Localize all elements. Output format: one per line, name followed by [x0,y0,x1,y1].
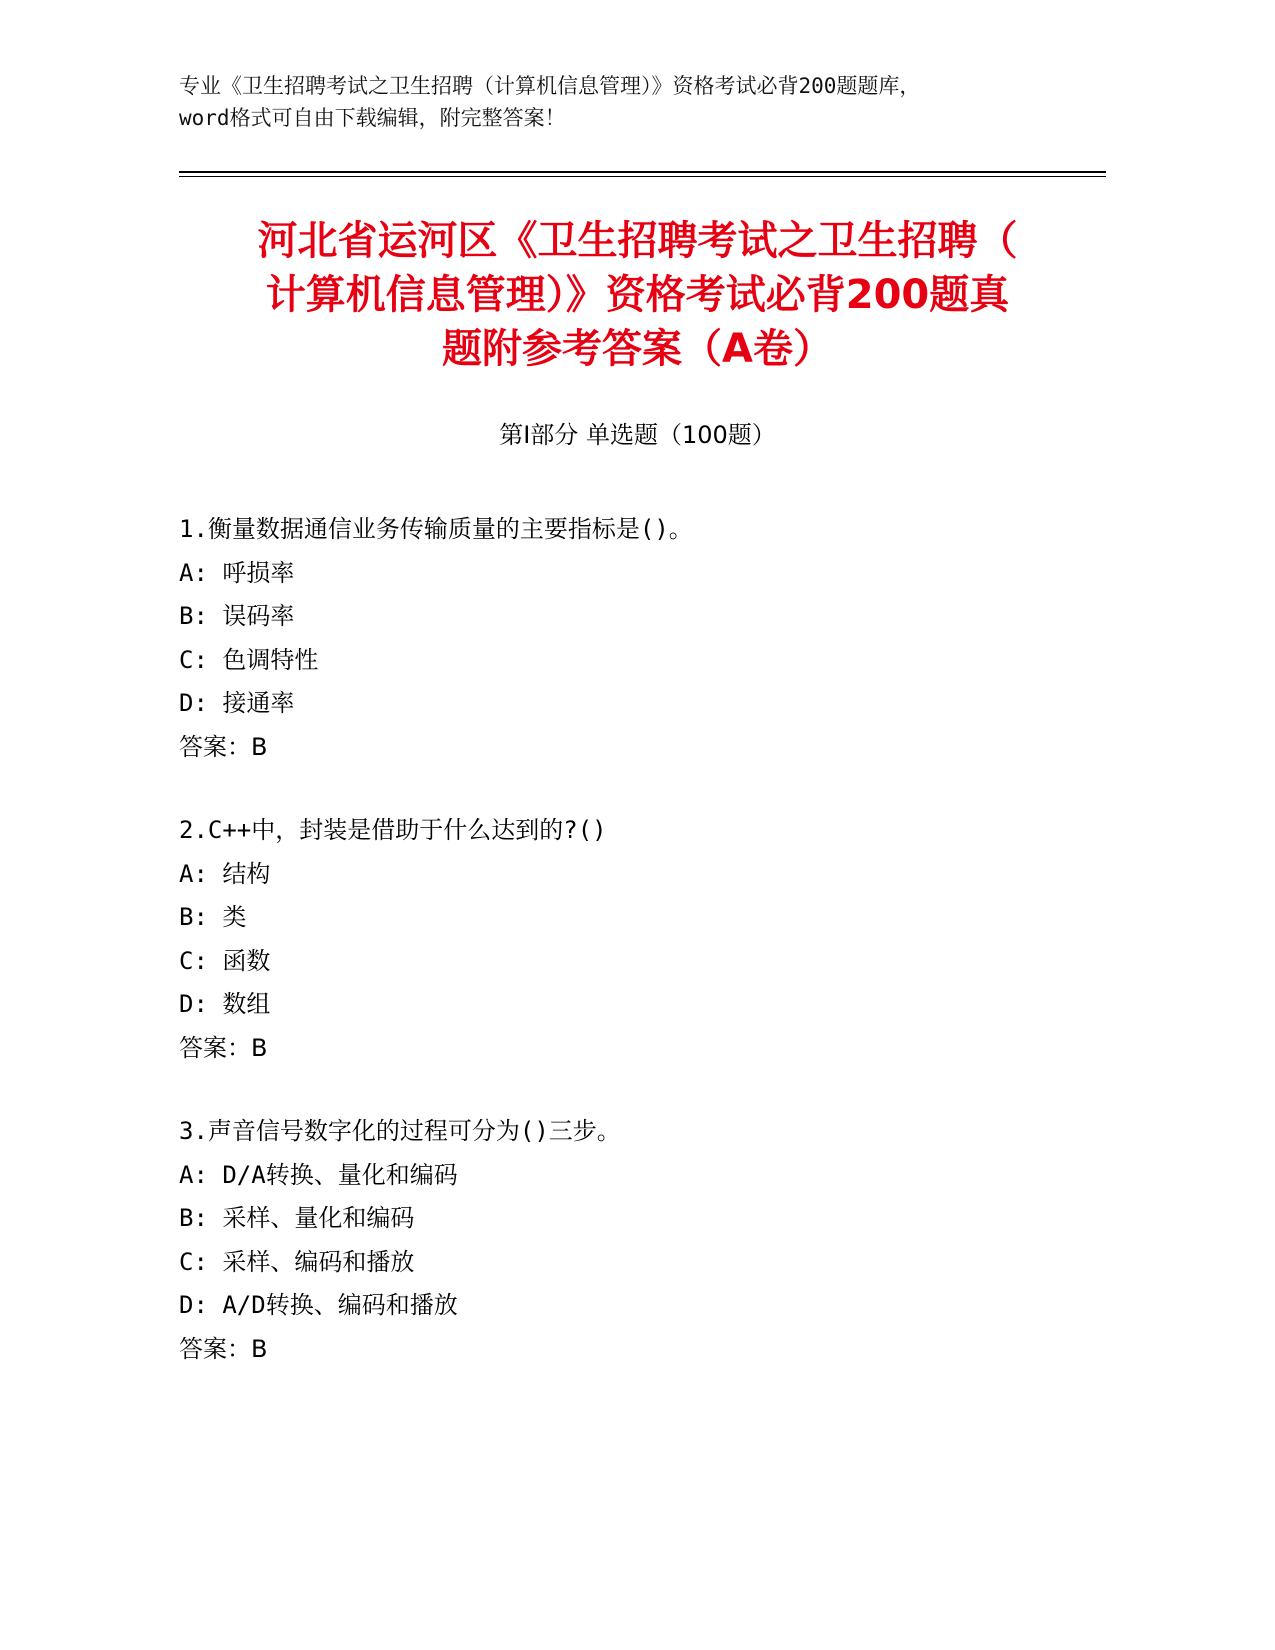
header-divider-thick [179,171,1106,173]
answer: 答案：B [179,1334,268,1363]
question-list [179,508,1119,1411]
option-d: D: A/D转换、编码和播放 [179,1291,458,1319]
header-note [179,70,1119,134]
document-title-line1: 河北省运河区《卫生招聘考试之卫生招聘（ [257,218,1018,264]
option-c: C: 采样、编码和播放 [179,1247,415,1276]
option-b: B: 误码率 [179,602,295,630]
answer: 答案：B [179,1033,268,1062]
option-a: A: D/A转换、量化和编码 [179,1160,458,1189]
option-c: C: 函数 [179,946,271,975]
section-title: 第I部分 单选题（100题） [499,421,776,449]
option-a: A: 呼损率 [179,558,295,587]
option-b: B: 采样、量化和编码 [179,1204,415,1232]
question-stem: 2.C++中，封装是借助于什么达到的?() [179,816,607,844]
header-note-line1: 专业《卫生招聘考试之卫生招聘（计算机信息管理）》资格考试必背200题题库， [179,74,921,98]
question-3 [179,1110,1119,1371]
question-1 [179,508,1119,769]
option-d: D: 接通率 [179,689,295,717]
option-c: C: 色调特性 [179,645,319,674]
header-divider-thin [179,176,1106,177]
document-title [160,214,1115,376]
question-stem: 1.衡量数据通信业务传输质量的主要指标是()。 [179,515,693,543]
question-2 [179,809,1119,1070]
option-a: A: 结构 [179,859,271,888]
document-title-line3: 题附参考答案（A卷） [442,326,833,372]
answer: 答案：B [179,732,268,761]
header-note-line2: word格式可自由下载编辑，附完整答案！ [179,106,566,130]
option-b: B: 类 [179,903,247,931]
question-stem: 3.声音信号数字化的过程可分为()三步。 [179,1117,621,1145]
option-d: D: 数组 [179,990,271,1018]
document-title-line2: 计算机信息管理）》资格考试必背200题真 [265,272,1010,318]
